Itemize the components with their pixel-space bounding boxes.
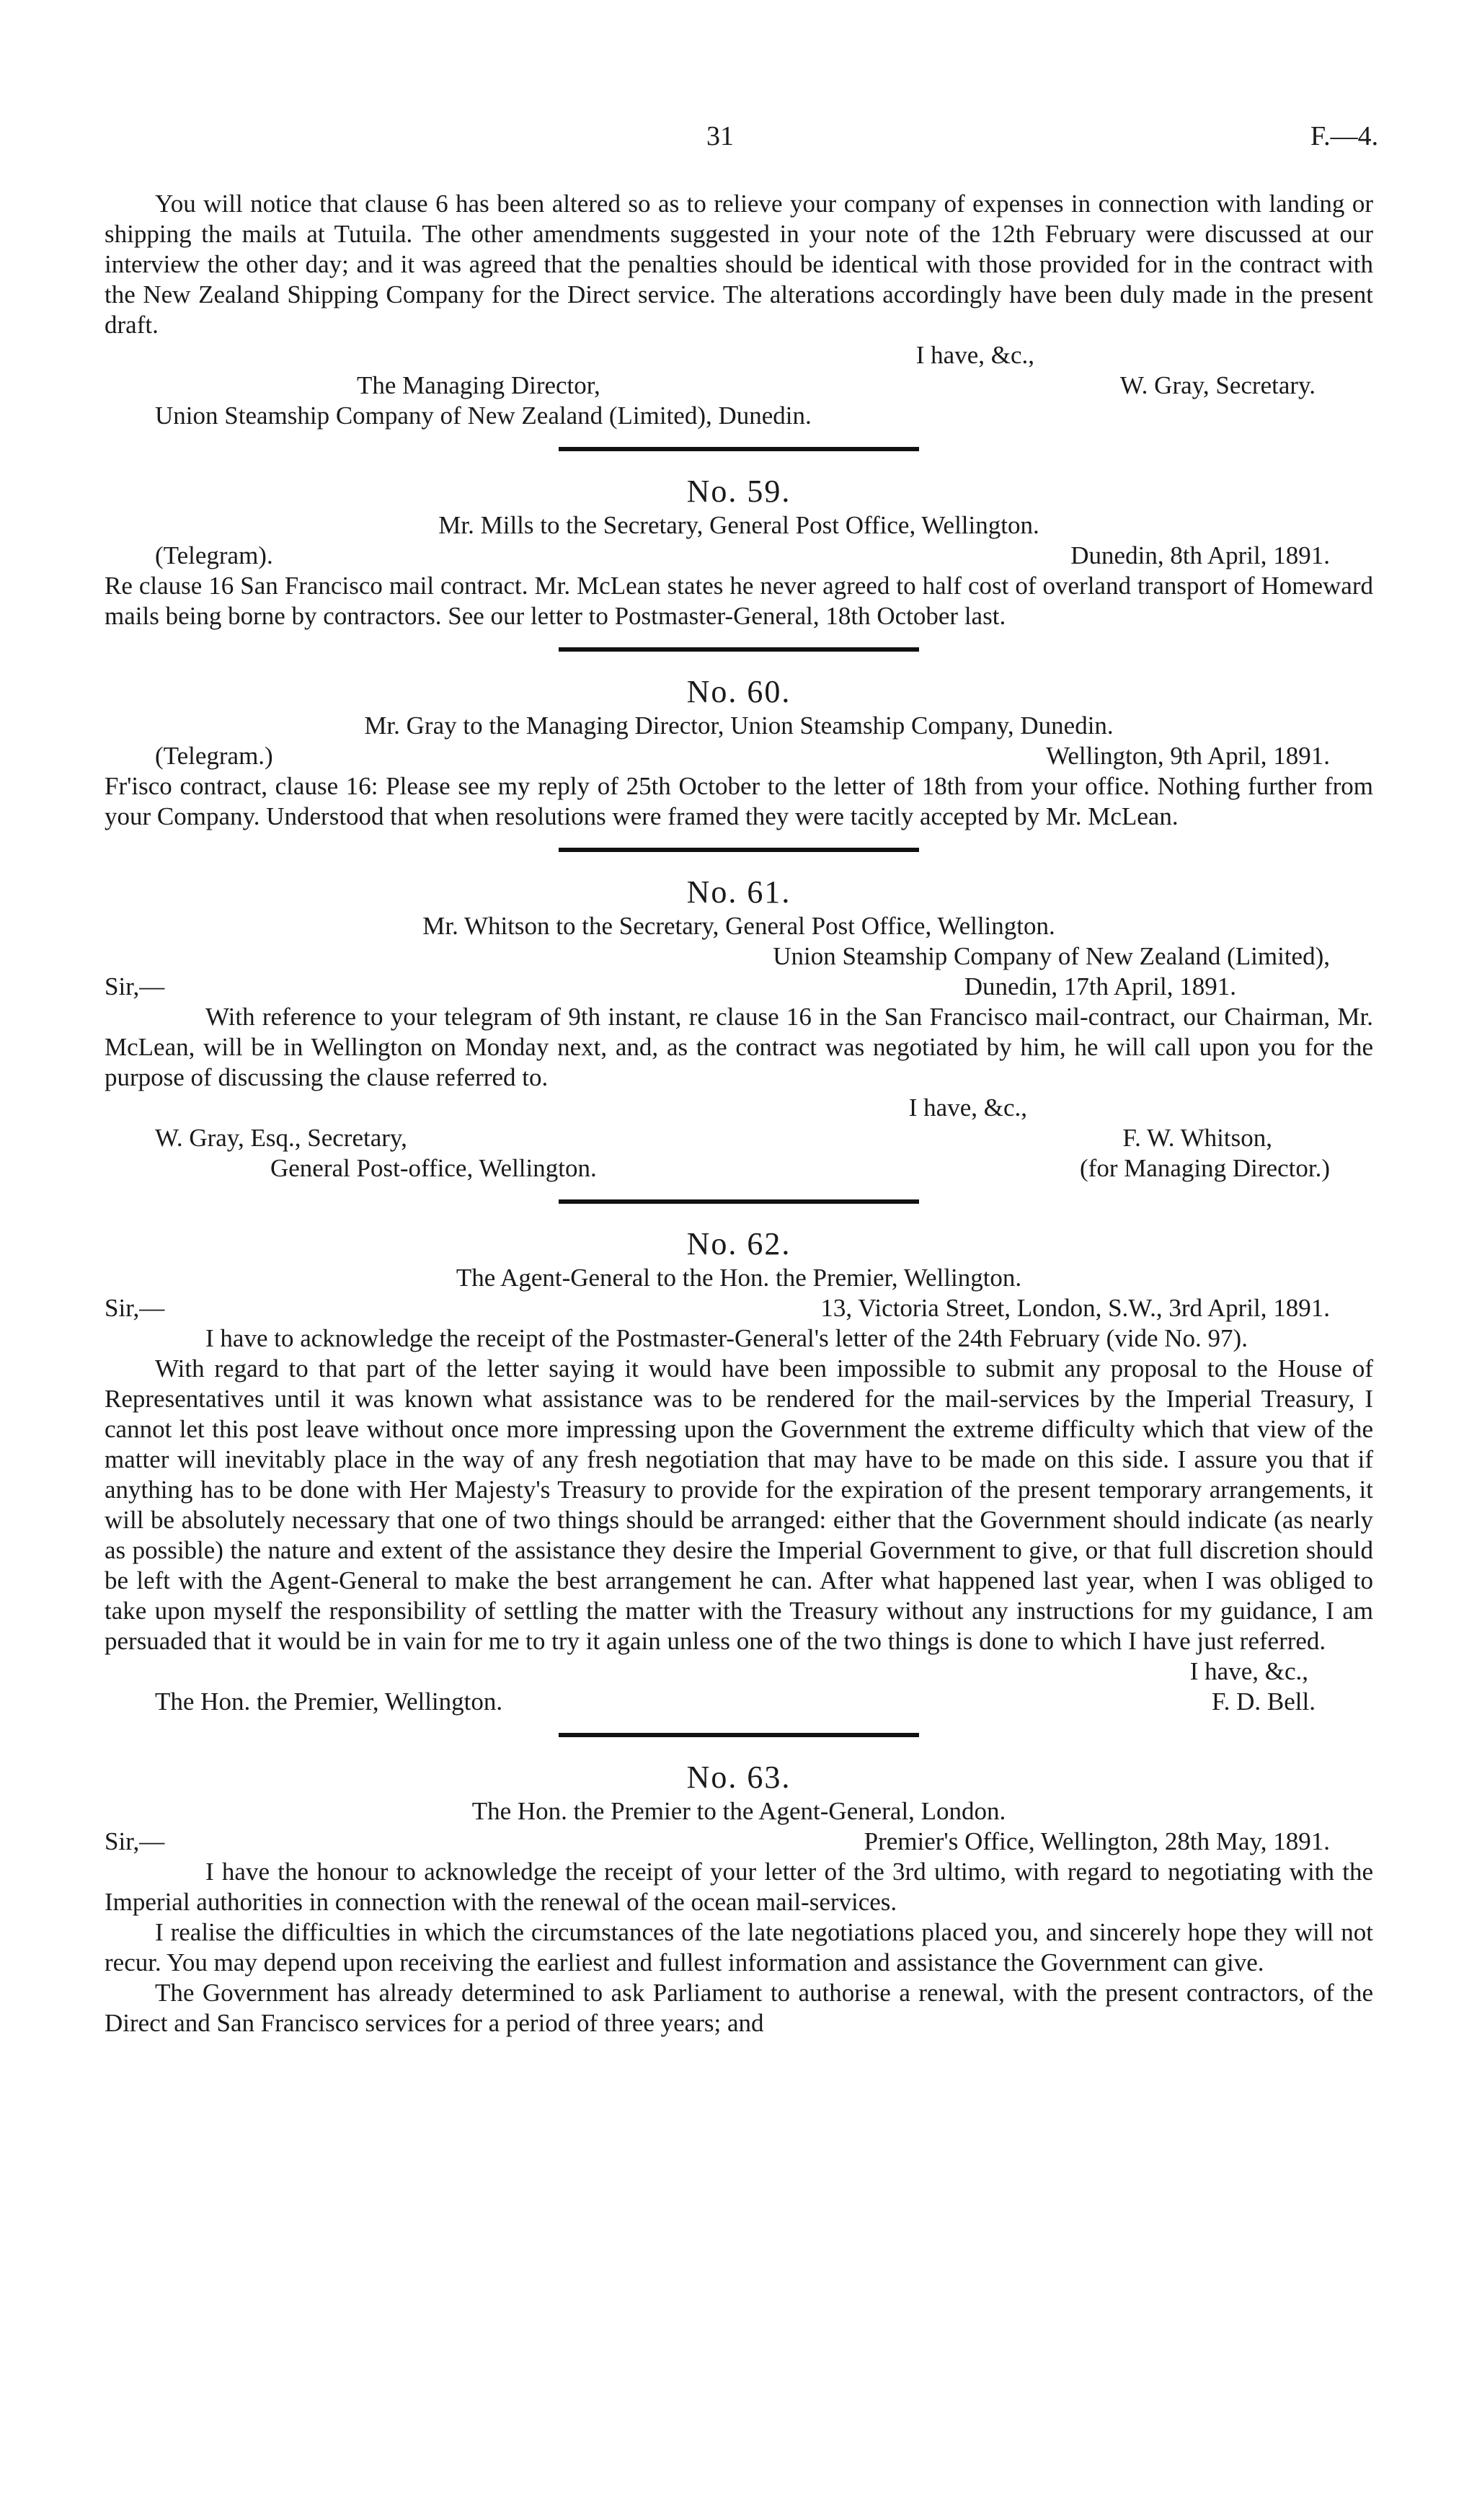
letter-heading: The Hon. the Premier to the Agent-General, London.	[471, 1797, 1006, 1825]
letter-body: Re clause 16 San Francisco mail contract. Mr. McLean states he never agreed to half cost of overland transport of Homeward mails being borne by contractors. See our letter to Postmaster-General, 18th October last.	[105, 572, 1373, 630]
letter-form: (Telegram).	[155, 541, 273, 569]
letter-place-date: Dunedin, 8th April, 1891.	[1070, 541, 1330, 569]
letter-addressee: W. Gray, Esq., Secretary,	[155, 1124, 407, 1152]
letter-form: (Telegram.)	[155, 742, 273, 770]
section-divider	[559, 447, 919, 451]
intro-closing: I have, &c.,	[915, 341, 1034, 369]
letter-body: I realise the difficulties in which the circumstances of the late negotiations placed you, and sincerely hope they will not recur. You may depend upon receiving the earliest and fullest information and assistance the Government can give.	[105, 1918, 1373, 1976]
letter-number: No. 59.	[686, 474, 791, 509]
letter-signature: (for Managing Director.)	[1080, 1154, 1330, 1182]
document-body	[105, 189, 1373, 2038]
section-divider	[559, 848, 919, 852]
letter-body: Fr'isco contract, clause 16: Please see my reply of 25th October to the letter of 18th from your office. Nothing further from your Company. Understood that when resolutions were framed they were tacitly accepted by Mr. McLean.	[105, 772, 1373, 830]
section-divider	[559, 647, 919, 652]
letter-place-date: Dunedin, 17th April, 1891.	[964, 972, 1236, 1001]
letter-addressee: The Hon. the Premier, Wellington.	[155, 1687, 503, 1716]
letter-address: Union Steamship Company of New Zealand (Limited),	[773, 942, 1330, 970]
letter-body: With reference to your telegram of 9th instant, re clause 16 in the San Francisco mail-contract, our Chairman, Mr. McLean, will be in Wellington on Monday next, and, as the contract was negotiated by him, he will call upon you for the purpose of discussing the clause referred to.	[105, 1003, 1373, 1091]
section-divider	[559, 1199, 919, 1204]
letter-body: With regard to that part of the letter saying it would have been impossible to submit any proposal to the House of Representatives until it was known what assistance was to be rendered for the mail-services by the Imperial Treasury, I cannot let this post leave without once more impressing upon the Government the extreme difficulty which that view of the matter will inevitably place in the way of any fresh negotiation that may have to be made on this side. I assure you that if anything has to be done with Her Majesty's Treasury to provide for the expiration of the present temporary arrangements, it will be absolutely necessary that one of two things should be arranged: either that the Government should indicate (as nearly as possible) the nature and extent of the assistance they desire the Imperial Government to give, or that full discretion should be left with the Agent-General to make the best arrangement he can. After what happened last year, when I was obliged to take upon myself the responsibility of settling the matter with the Treasury without any instructions for my guidance, I am persuaded that it would be in vain for me to try it again unless one of the two things is done to which I have just referred.	[105, 1354, 1373, 1655]
letter-number: No. 63.	[686, 1760, 791, 1795]
intro-addressee: The Managing Director,	[357, 371, 600, 399]
letter-heading: Mr. Whitson to the Secretary, General Post Office, Wellington.	[422, 912, 1055, 940]
letter-heading: Mr. Mills to the Secretary, General Post Office, Wellington.	[438, 511, 1039, 539]
intro-signature: W. Gray, Secretary.	[1119, 371, 1316, 399]
letter-body: I have to acknowledge the receipt of the Postmaster-General's letter of the 24th February (vide No. 97).	[205, 1324, 1248, 1352]
letter-heading: The Agent-General to the Hon. the Premier, Wellington.	[456, 1264, 1022, 1292]
letter-closing: I have, &c.,	[908, 1093, 1027, 1122]
letter-body: The Government has already determined to ask Parliament to authorise a renewal, with the present contractors, of the Direct and San Francisco services for a period of three years; and	[105, 1979, 1373, 2037]
intro-paragraph: You will notice that clause 6 has been altered so as to relieve your company of expenses in connection with landing or shipping the mails at Tutuila. The other amendments suggested in your note of the 12th February were discussed at our interview the other day; and it was agreed that the penalties should be identical with those provided for in the contract with the New Zealand Shipping Company for the Direct service. The alterations accordingly have been duly made in the present draft.	[105, 190, 1373, 339]
letter-addressee: General Post-office, Wellington.	[270, 1154, 597, 1182]
letter-number: No. 60.	[686, 674, 791, 709]
paper-reference: F.—4.	[1310, 121, 1379, 151]
letter-place-date: Premier's Office, Wellington, 28th May, 1891.	[864, 1827, 1330, 1855]
section-divider	[559, 1733, 919, 1737]
letter-signature: F. D. Bell.	[1211, 1687, 1316, 1716]
letter-number: No. 61.	[686, 874, 791, 910]
letter-salutation: Sir,—	[105, 1294, 165, 1322]
intro-addressee-org: Union Steamship Company of New Zealand (Limited), Dunedin.	[155, 401, 812, 430]
page-number: 31	[706, 121, 734, 151]
letter-heading: Mr. Gray to the Managing Director, Union Steamship Company, Dunedin.	[364, 711, 1114, 740]
letter-place-date: Wellington, 9th April, 1891.	[1046, 742, 1330, 770]
letter-body: I have the honour to acknowledge the receipt of your letter of the 3rd ultimo, with regard to negotiating with the Imperial authorities in connection with the renewal of the ocean mail-services.	[105, 1858, 1373, 1916]
letter-salutation: Sir,—	[105, 1827, 165, 1855]
letter-salutation: Sir,—	[105, 972, 165, 1001]
letter-closing: I have, &c.,	[1189, 1657, 1308, 1685]
letter-number: No. 62.	[686, 1226, 791, 1261]
letter-place-date: 13, Victoria Street, London, S.W., 3rd April, 1891.	[820, 1294, 1330, 1322]
letter-signature: F. W. Whitson,	[1122, 1124, 1272, 1152]
